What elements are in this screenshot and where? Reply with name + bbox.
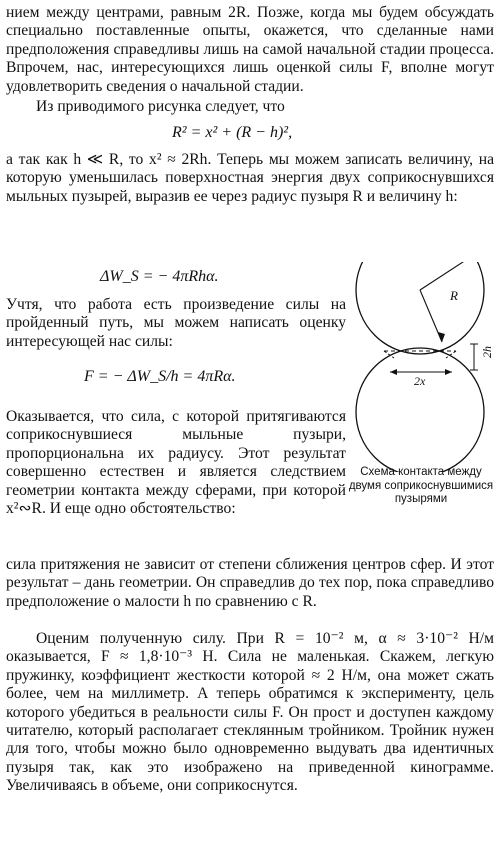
radius-arrowhead <box>438 332 445 342</box>
formula-energy-change: ΔW_S = − 4πRhα. <box>100 268 219 285</box>
paragraph-intro: нием между центрами, равным 2R. Позже, когда мы будем обсуждать специально поставленные опыты, окажется, что сделанные нами предположения справедливы лишь на самой начальной стадии процесса. Впрочем, нас, интересующихся лишь оценкой силы F, вполне могут удовлетворить сведения о начальной стадии. <box>6 4 494 95</box>
bubble-contact-diagram <box>342 262 498 472</box>
label-2x: 2x <box>414 374 426 388</box>
radius-line <box>420 262 466 290</box>
label-radius: R <box>450 288 458 303</box>
figure-caption: Схема контакта между двумя соприкоснувшимися пузырями <box>348 466 494 505</box>
radius-to-contact <box>420 290 442 342</box>
lower-bubble-outline <box>356 348 484 472</box>
paragraph-energy: а так как h ≪ R, то x² ≈ 2Rh. Теперь мы можем записать величину, на которую уменьшилась поверхностная энергия двух соприкоснувшихся мыльных пузырей, выразив ее через радиус пузыря R и величину h: <box>6 151 494 205</box>
formula-force: F = − ΔW_S/h = 4πRα. <box>84 368 236 385</box>
dim-2x-arrow-left <box>390 369 397 375</box>
dim-2x-arrow-right <box>445 369 452 375</box>
bubble-contact-figure <box>342 262 498 492</box>
upper-bubble-outline <box>356 262 484 354</box>
paragraph-work: Учтя, что работа есть произведение силы на пройденный путь, мы можем написать оценку интересующей нас силы: <box>6 296 346 350</box>
paragraph-result: Оказывается, что сила, с которой притягиваются соприкоснувшиеся мыльные пузыри, пропорциональна их радиусу. Этот результат совершенно естествен и является следствием геометрии контакта между сферами, при которой x²∾R. И еще одно обстоятельство: <box>6 408 346 518</box>
label-2h: 2h <box>480 346 494 358</box>
paragraph-estimate: Оценим полученную силу. При R = 10⁻² м, α ≈ 3·10⁻² Н/м оказывается, F ≈ 1,8·10⁻³ Н. Сила не маленькая. Скажем, легкую пружинку, коэффициент жесткости которой ≈ 2 Н/м, она может сжать более, чем на миллиметр. А теперь обратимся к эксперименту, цель которого убедиться в реальности силы F. Он прост и доступен каждому читателю, который располагает стеклянным тройником. Тройник нужен для того, чтобы можно было одновременно выдувать два идентичных пузыря так, как это изображено на приведенной кинограмме. Увеличиваясь в объеме, они соприкоснутся. <box>6 630 494 795</box>
paragraph-geometry: сила притяжения не зависит от степени сближения центров сфер. И этот результат – дань геометрии. Он справедлив до тех пор, пока справедливо предположение о малости h по сравнению с R. <box>6 556 494 610</box>
paragraph-from-figure: Из приводимого рисунка следует, что <box>36 98 285 115</box>
formula-pythagoras: R² = x² + (R − h)², <box>172 124 293 141</box>
